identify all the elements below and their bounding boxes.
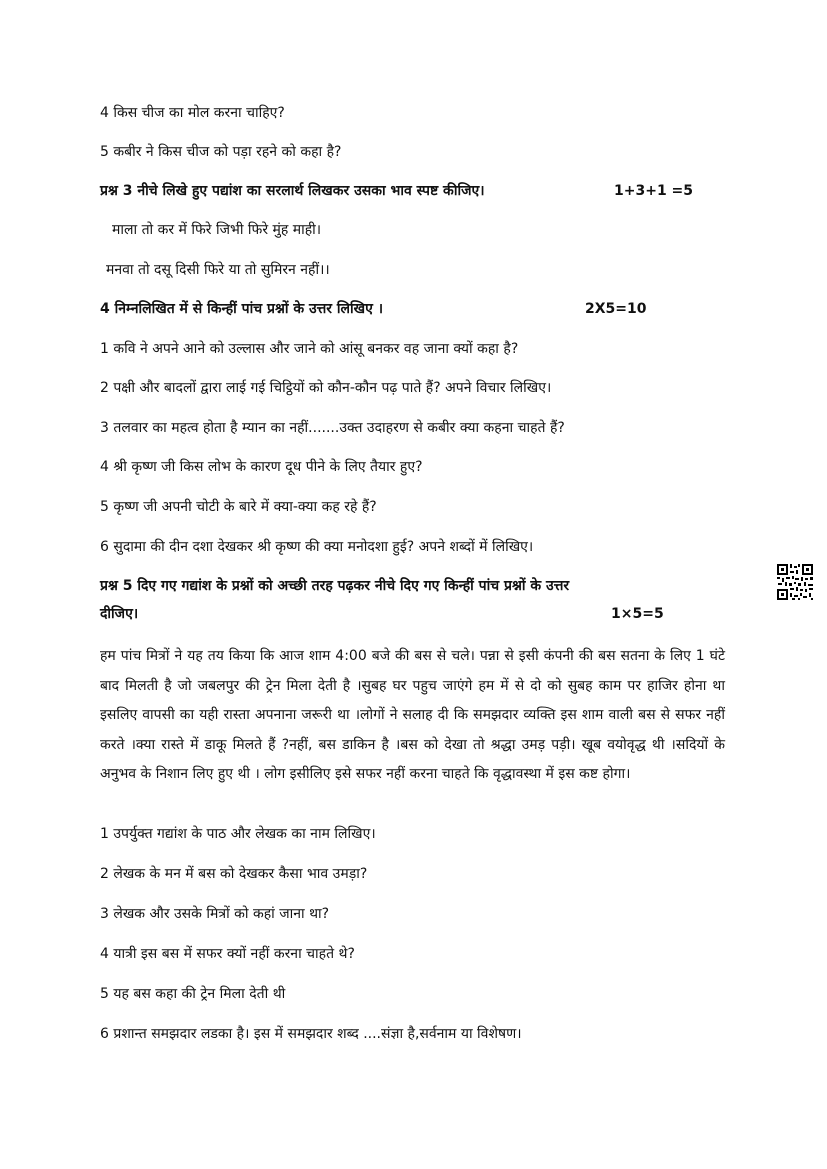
verse-line-1: माला तो कर में फिरे जिभी फिरे मुंह माही।	[112, 222, 322, 238]
q4-item-4: 4 श्री कृष्ण जी किस लोभ के कारण दूध पीने के लिए तैयार हुए?	[100, 459, 423, 475]
q5-item-3: 3 लेखक और उसके मित्रों को कहां जाना था?	[100, 906, 330, 922]
q5-item-1: 1 उपर्युक्त गद्यांश के पाठ और लेखक का नाम लिखिए।	[100, 826, 376, 842]
q4-item-1: 1 कवि ने अपने आने को उल्लास और जाने को आंसू बनकर वह जाना क्यों कहा है?	[100, 341, 519, 357]
q5-marks: 1×5=5	[611, 606, 664, 622]
q5-item-2: 2 लेखक के मन में बस को देखकर कैसा भाव उमड़ा?	[100, 866, 368, 882]
q4-item-6: 6 सुदामा की दीन दशा देखकर श्री कृष्ण की क्या मनोदशा हुई? अपने शब्दों में लिखिए।	[100, 539, 534, 555]
q2-item-4: 4 किस चीज का मोल करना चाहिए?	[100, 105, 285, 121]
q5-item-4: 4 यात्री इस बस में सफर क्यों नहीं करना चाहते थे?	[100, 946, 355, 962]
q4-marks: 2X5=10	[585, 301, 647, 317]
q4-item-3: 3 तलवार का महत्व होता है म्यान का नहीं.......उक्त उदाहरण से कबीर क्या कहना चाहते हैं?	[100, 420, 565, 436]
q4-item-2: 2 पक्षी और बादलों द्वारा लाई गई चिट्ठियों को कौन-कौन पढ़ पाते हैं? अपने विचार लिखिए।	[100, 380, 552, 396]
passage-paragraph: हम पांच मित्रों ने यह तय किया कि आज शाम 4:00 बजे की बस से चले। पन्ना से इसी कंपनी की बस सतना के लिए 1 घंटे बाद मिलती है जो जबलपुर की ट्रेन मिला देती है ।सुबह घर पहुच जाएंगे हम में से दो को सुबह काम पर हाजिर होना था इसलिए वापसी का यही रास्ता अपनाना जरूरी था ।लोगों ने सलाह दी कि समझदार व्यक्ति इस शाम वाली बस से सफर नहीं करते ।क्या रास्ते में डाकू मिलते हैं ?नहीं, बस डाकिन है ।बस को देखा तो श्रद्धा उमड़ पड़ी। खूब वयोवृद्ध थी ।सदियों के अनुभव के निशान लिए हुए थी । लोग इसीलिए इसे सफर नहीं करना चाहते कि वृद्धावस्था में इस कष्ट होगा।	[100, 648, 725, 782]
q3-heading: प्रश्न 3 नीचे लिखे हुए पद्यांश का सरलार्थ लिखकर उसका भाव स्पष्ट कीजिए।	[100, 183, 485, 199]
q4-item-5: 5 कृष्ण जी अपनी चोटी के बारे में क्या-क्या कह रहे हैं?	[100, 499, 377, 515]
q5-heading-line-2: दीजिए।	[100, 606, 139, 622]
qr-code-icon	[776, 563, 814, 601]
q3-marks: 1+3+1 =5	[614, 183, 694, 199]
q5-heading-line-1: प्रश्न 5 दिए गए गद्यांश के प्रश्नों को अच्छी तरह पढ़कर नीचे दिए गए किन्हीं पांच प्रश्नों के उत्तर	[100, 578, 570, 594]
q4-heading: 4 निम्नलिखित में से किन्हीं पांच प्रश्नों के उत्तर लिखिए ।	[100, 301, 384, 317]
q5-item-6: 6 प्रशान्त समझदार लडका है। इस में समझदार शब्द ....संज्ञा है,सर्वनाम या विशेषण।	[100, 1026, 522, 1042]
verse-line-2: मनवा तो दसू दिसी फिरे या तो सुमिरन नहीं।।	[106, 262, 330, 278]
q2-item-5: 5 कबीर ने किस चीज को पड़ा रहने को कहा है?	[100, 144, 342, 160]
q5-item-5: 5 यह बस कहा की ट्रेन मिला देती थी	[100, 986, 286, 1002]
